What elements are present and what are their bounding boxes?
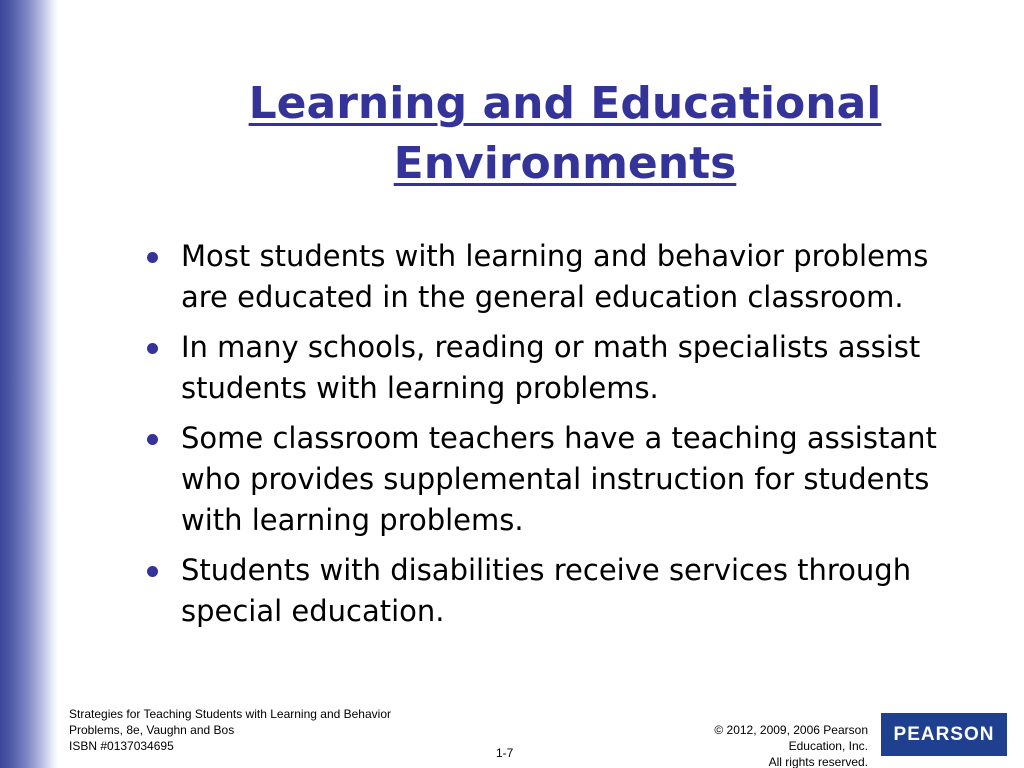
bullet-item — [142, 418, 972, 541]
page-number: 1-7 — [496, 746, 514, 760]
bullet-dot-icon — [147, 566, 158, 577]
bullet-item — [142, 327, 972, 409]
bullet-item — [142, 236, 972, 318]
left-gradient-bar — [0, 0, 58, 768]
title-line-2: Environments — [393, 138, 737, 189]
bullet-text: Most students with learning and behavior problems are educated in the general education classroom. — [181, 239, 929, 314]
bullet-item — [142, 550, 972, 632]
slide-title — [200, 74, 930, 194]
bullet-text: In many schools, reading or math specialists assist students with learning problems. — [181, 330, 921, 405]
bullet-dot-icon — [147, 252, 158, 263]
bullet-text: Students with disabilities receive services through special education. — [181, 553, 912, 628]
footer-book-info — [69, 706, 489, 754]
footer-copyright — [714, 722, 868, 768]
footer-right-line-3: All rights reserved. — [768, 755, 868, 768]
footer-left-line-3: ISBN #0137034695 — [69, 739, 174, 753]
footer-left-line-2: Problems, 8e, Vaughn and Bos — [69, 723, 235, 737]
pearson-logo-text: PEARSON — [893, 723, 995, 745]
bullet-dot-icon — [147, 434, 158, 445]
pearson-logo — [881, 713, 1007, 756]
bullet-dot-icon — [147, 343, 158, 354]
title-line-1: Learning and Educational — [248, 78, 882, 129]
footer-right-line-1: © 2012, 2009, 2006 Pearson — [714, 723, 868, 737]
bullet-text: Some classroom teachers have a teaching assistant who provides supplemental instruction for students with learning problems. — [181, 421, 937, 537]
footer-left-line-1: Strategies for Teaching Students with Learning and Behavior — [69, 707, 391, 721]
footer-right-line-2: Education, Inc. — [788, 739, 868, 753]
bullet-list — [142, 236, 972, 641]
